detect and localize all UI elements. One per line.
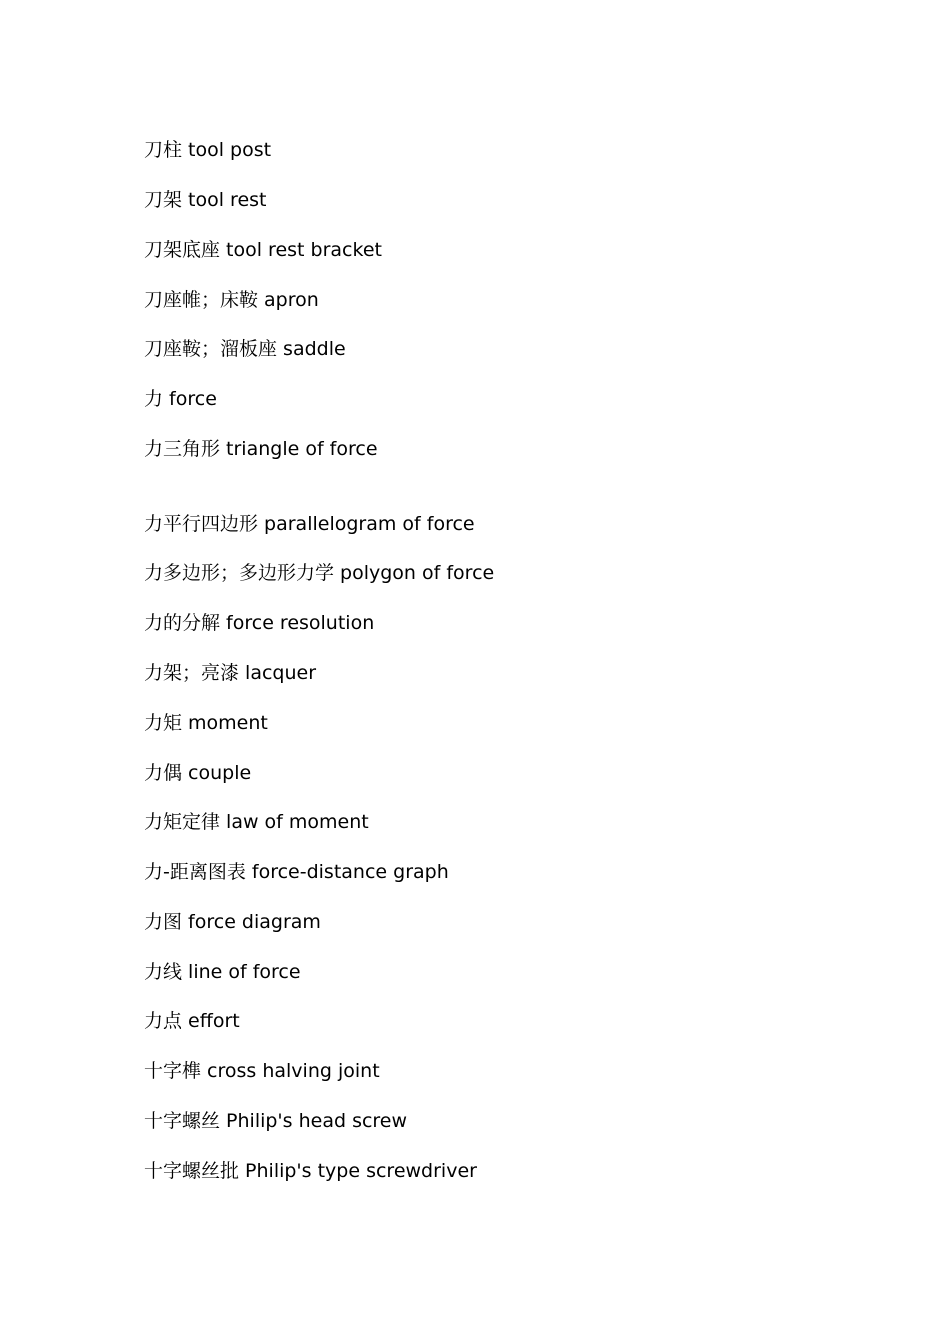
glossary-entry: 刀柱 tool post xyxy=(144,139,272,161)
glossary-entry: 十字螺丝 Philip's head screw xyxy=(144,1110,408,1132)
glossary-entry: 十字螺丝批 Philip's type screwdriver xyxy=(144,1160,477,1182)
glossary-entry: 力的分解 force resolution xyxy=(144,612,375,634)
glossary-entry: 力 force xyxy=(144,388,217,410)
glossary-entry: 力图 force diagram xyxy=(144,911,321,933)
glossary-entry: 力偶 couple xyxy=(144,762,252,784)
glossary-entry: 力架；亮漆 lacquer xyxy=(144,662,317,684)
glossary-entry: 力点 effort xyxy=(144,1010,240,1032)
glossary-entry: 力矩 moment xyxy=(144,712,268,734)
glossary-entry: 十字榫 cross halving joint xyxy=(144,1060,380,1082)
glossary-entry: 力线 line of force xyxy=(144,961,301,983)
glossary-entry: 力平行四边形 parallelogram of force xyxy=(144,513,475,535)
glossary-entry: 力矩定律 law of moment xyxy=(144,811,369,833)
glossary-entry: 刀架 tool rest xyxy=(144,189,267,211)
glossary-entry: 刀座帷；床鞍 apron xyxy=(144,289,319,311)
glossary-entry: 力三角形 triangle of force xyxy=(144,438,378,460)
glossary-entry: 力-距离图表 force-distance graph xyxy=(144,861,449,883)
glossary-entry: 刀座鞍；溜板座 saddle xyxy=(144,338,346,360)
glossary-entry: 刀架底座 tool rest bracket xyxy=(144,239,382,261)
glossary-entry: 力多边形；多边形力学 polygon of force xyxy=(144,562,495,584)
